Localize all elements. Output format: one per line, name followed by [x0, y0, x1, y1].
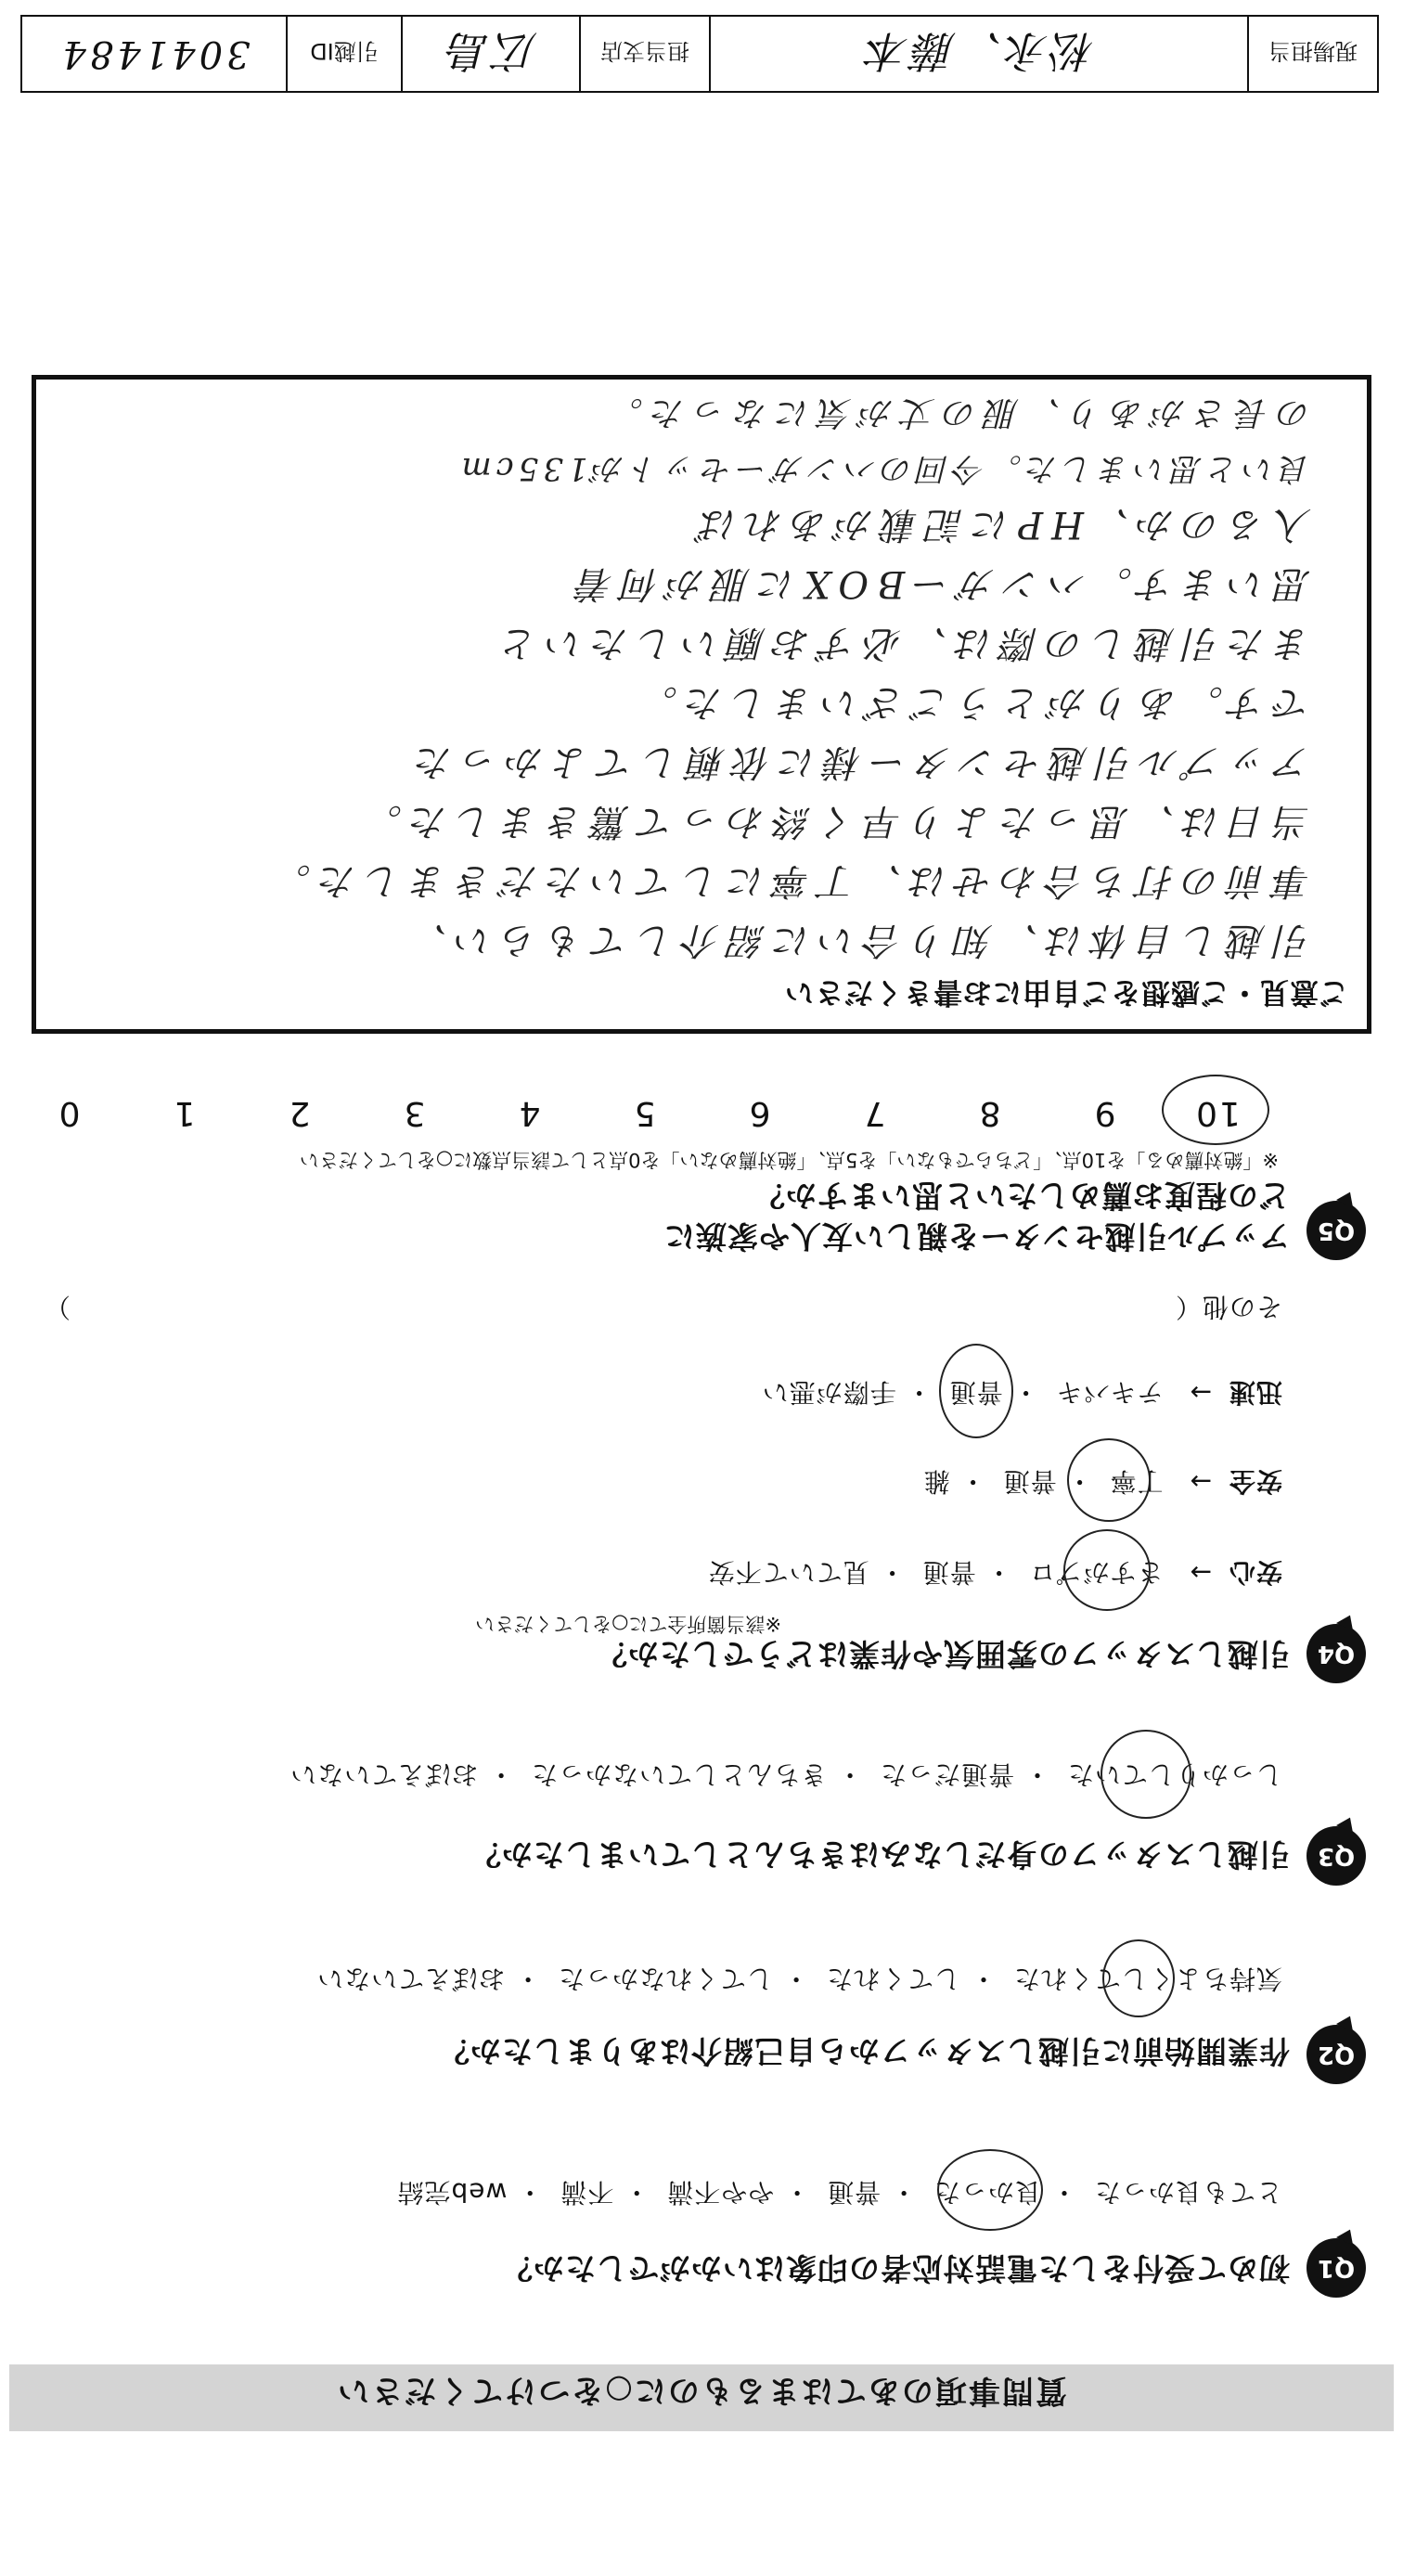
comment-line: の長さがあり、服の丈が気になった。	[600, 393, 1311, 431]
comment-line: 思います。ハンガーBOXに服が何着	[568, 562, 1311, 605]
q4-other[interactable]	[1158, 1290, 1282, 1327]
q2-title: 作業開始前に引越しスタッフから自己紹介はありましたか？	[438, 2033, 1290, 2069]
q4-row-label: 迅速	[1228, 1377, 1282, 1408]
comment-line: です。ありがとうございました。	[632, 681, 1311, 724]
q5-score-4[interactable]: 4	[517, 1094, 541, 1132]
q1-option[interactable]: とても良かった	[1093, 2177, 1282, 2208]
q4-option[interactable]: 見ていて不安	[707, 1557, 869, 1588]
comment-box[interactable]	[32, 375, 1371, 1034]
branch-value: 広島	[401, 17, 579, 91]
q4-anshin-circle	[1063, 1529, 1151, 1611]
staff-value: 松永、藤本	[709, 17, 1247, 91]
q1-option-selected[interactable]: 良かった	[933, 2177, 1042, 2208]
q5-score-9[interactable]: 9	[1092, 1094, 1116, 1132]
q4-option[interactable]: 雑	[922, 1466, 950, 1497]
q1-badge: Q1	[1306, 2238, 1366, 2298]
comment-line: アップル引越センター様に依頼してよかった	[407, 741, 1311, 783]
q5-score-0[interactable]: 0	[57, 1094, 81, 1132]
q4-option-selected[interactable]: 丁寧	[1109, 1466, 1164, 1497]
q4-other-label: その他（	[1174, 1292, 1282, 1322]
info-table	[20, 15, 1379, 93]
q3-option[interactable]: おぼえていない	[290, 1759, 479, 1790]
q1-option[interactable]: 不満	[560, 2177, 614, 2208]
q4-row-label: 安全	[1228, 1466, 1282, 1497]
q3-answer-circle	[1101, 1730, 1191, 1819]
q4-other-close: ）	[43, 1292, 71, 1322]
q2-option-selected[interactable]: 気持ちよくしてくれた	[1012, 1964, 1282, 1994]
q4-jinsoku-circle	[939, 1344, 1013, 1438]
comment-line: 事前の打ち合わせは、丁寧にしていただきました。	[265, 859, 1311, 902]
q3-title: 引越しスタッフの身だしなみはきちんとしていましたか？	[470, 1836, 1290, 1873]
q4-note: ※該当箇所全てに○をしてください	[475, 1613, 781, 1635]
q5-score-7[interactable]: 7	[862, 1094, 886, 1132]
q5-score-1[interactable]: 1	[172, 1094, 196, 1132]
q3-options: しっかりしていた・ 普通だった・ きちんとしていなかった・ おぼえていない	[290, 1759, 1282, 1790]
q1-option[interactable]: 普通	[827, 2177, 882, 2208]
q2-options: 気持ちよくしてくれた・ してくれた・ してくれなかった・ おぼえていない	[316, 1964, 1282, 1994]
q1-option[interactable]: やや不満	[666, 2177, 775, 2208]
q2-answer-circle	[1102, 1939, 1175, 2017]
comment-line: 引越し自体は、知り合いに紹介してもらい、	[402, 919, 1311, 961]
comment-line: 当日は、思ったより早く終わって驚きました。	[356, 800, 1311, 843]
q4-row-anshin: 安心→ さすがプロ・ 普通・ 見ていて不安	[707, 1557, 1282, 1588]
comment-title: ご意見・ご感想をご自由にお書きください	[784, 975, 1348, 1009]
q5-score-6[interactable]: 6	[747, 1094, 771, 1132]
q5-score-10[interactable]: 10	[1194, 1094, 1241, 1132]
q2-option[interactable]: してくれなかった	[558, 1964, 774, 1994]
q4-anzen-circle	[1067, 1438, 1151, 1522]
q4-option[interactable]: 手際が悪い	[761, 1377, 896, 1408]
q5-score-3[interactable]: 3	[402, 1094, 426, 1132]
q5-answer-circle	[1162, 1075, 1269, 1145]
q4-title: 引越しスタッフの雰囲気や作業はどうでしたか？	[596, 1636, 1290, 1672]
q1-answer-circle	[937, 2149, 1043, 2231]
q2-option[interactable]: おぼえていない	[316, 1964, 506, 1994]
instruction-band	[9, 2364, 1394, 2431]
q3-option-selected[interactable]: しっかりしていた	[1066, 1759, 1282, 1790]
id-label: 引越ID	[286, 17, 401, 91]
q4-option-selected[interactable]: さすがプロ	[1028, 1557, 1164, 1588]
q4-row-anzen: 安全→ 丁寧・ 普通・ 雑	[922, 1466, 1282, 1497]
q4-option[interactable]: 普通	[921, 1557, 976, 1588]
q5-scale	[11, 1094, 1273, 1132]
q5-title-line2: どの程度お薦めしたいと思いますか？	[753, 1178, 1290, 1214]
q1-options: とても良かった・ 良かった・ 普通・ やや不満・ 不満・ web完結	[396, 2177, 1282, 2208]
q5-score-5[interactable]: 5	[632, 1094, 656, 1132]
q1-title: 初めて受付をした電話対応者の印象はいかがでしたか？	[501, 2250, 1290, 2286]
q2-option[interactable]: してくれた	[826, 1964, 961, 1994]
q5-score-8[interactable]: 8	[977, 1094, 1001, 1132]
q3-option[interactable]: きちんとしていなかった	[531, 1759, 828, 1790]
id-value: 3041484	[58, 32, 251, 75]
q5-title-line1: アップル引越センターを親しい友人や家族に	[663, 1218, 1290, 1255]
q4-option[interactable]: 普通	[1002, 1466, 1057, 1497]
comment-line: また引越しの際は、必ずお願いしたいと	[493, 622, 1311, 664]
branch-label: 担当支店	[579, 17, 709, 91]
q3-badge: Q3	[1306, 1826, 1366, 1886]
q5-score-2[interactable]: 2	[287, 1094, 311, 1132]
q4-option-selected[interactable]: テキパキ	[1055, 1377, 1164, 1408]
q4-row-jinsoku: 迅速→ テキパキ・ 普通・ 手際が悪い	[761, 1377, 1282, 1408]
instruction-text: 質問事項のあてはまるものに○をつけてください	[336, 2372, 1067, 2409]
q5-badge: Q5	[1306, 1201, 1366, 1260]
comment-line: 良いと思いました。今回のハンガーセットが135cm	[457, 450, 1311, 487]
q2-badge: Q2	[1306, 2025, 1366, 2084]
q3-option[interactable]: 普通だった	[880, 1759, 1015, 1790]
q4-row-label: 安心	[1228, 1557, 1282, 1588]
q4-badge: Q4	[1306, 1624, 1366, 1683]
q5-note: ※「絶対薦める」を10点、「どちらでもない」を5点、「絶対薦めない」を0点として該当点数に○をしてください	[299, 1149, 1279, 1171]
q4-option[interactable]: 普通	[948, 1377, 1003, 1408]
comment-line: 入るのか、HPに記載があれば	[691, 503, 1311, 546]
staff-label: 現場担当	[1247, 17, 1377, 91]
q1-option[interactable]: web完結	[396, 2177, 508, 2208]
